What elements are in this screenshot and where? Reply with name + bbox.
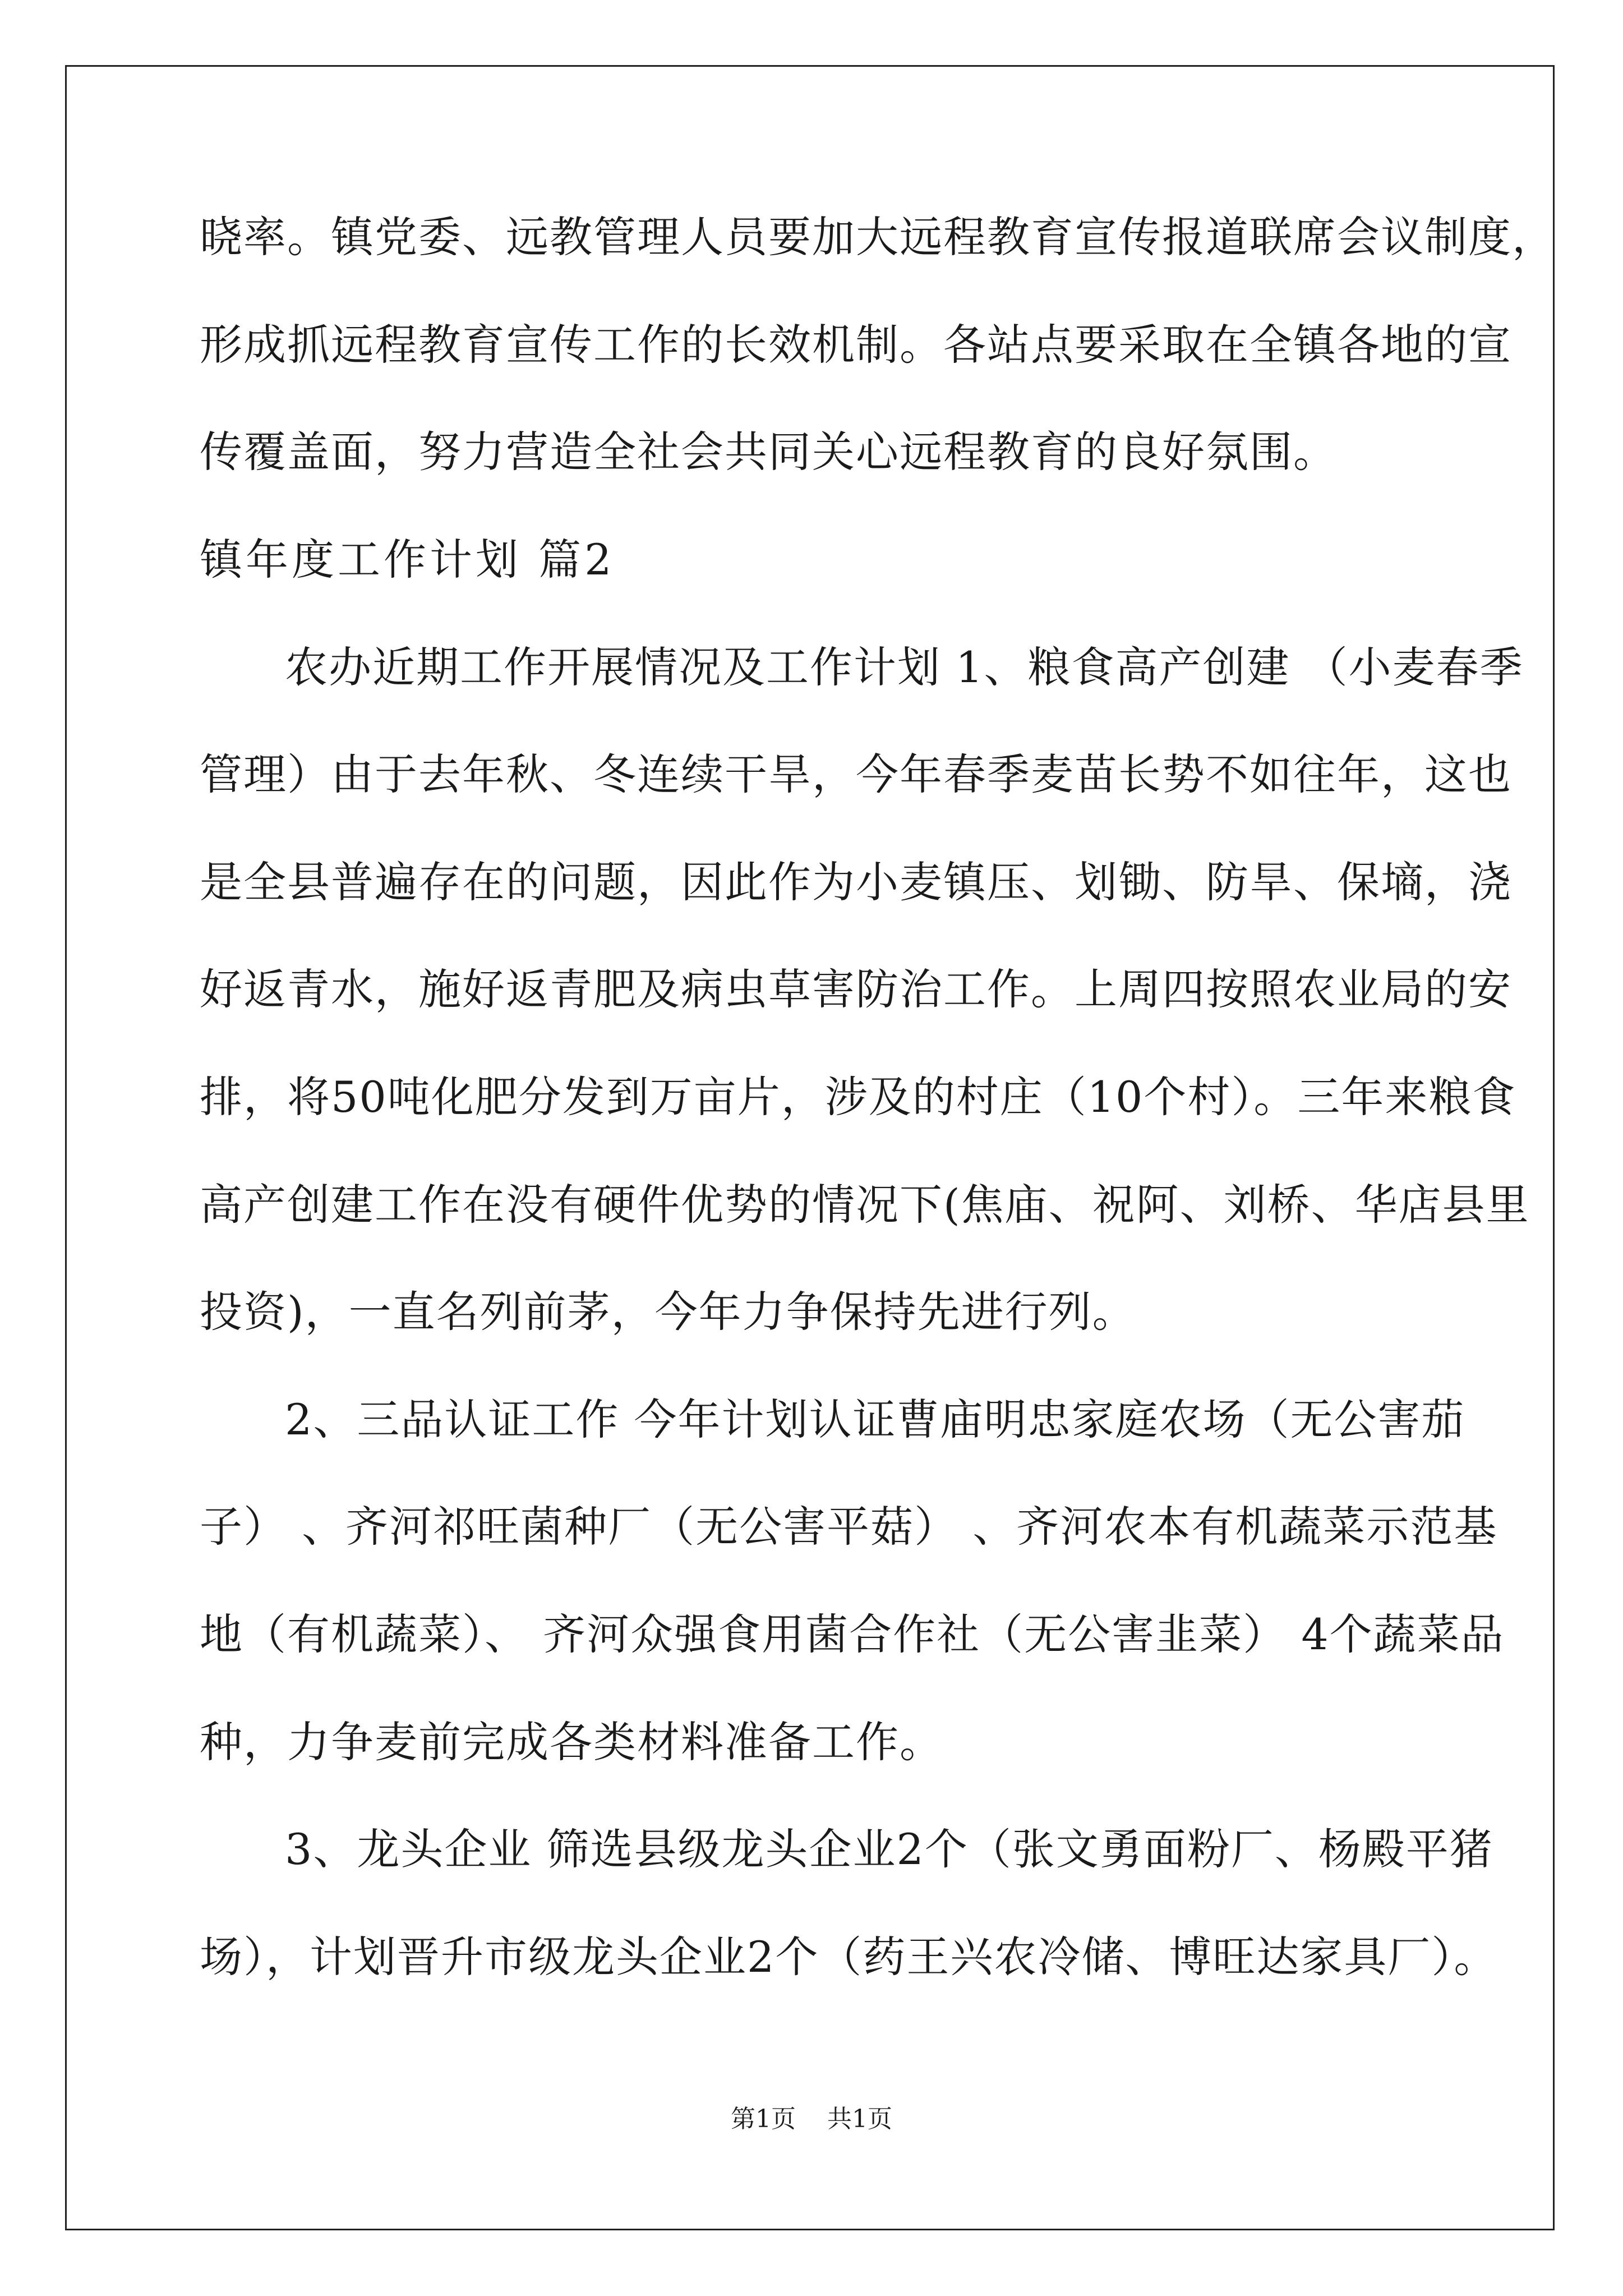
paragraph-line: 子） 、齐河祁旺菌种厂（无公害平菇） 、齐河农本有机蔬菜示范基 — [200, 1502, 1498, 1552]
paragraph-line: 场），计划晋升市级龙头企业2个（药王兴农冷储、博旺达家具厂）。 — [200, 1932, 1498, 1982]
paragraph-line: 是全县普遍存在的问题，因此作为小麦镇压、划锄、防旱、保墒，浇 — [200, 857, 1512, 907]
paragraph-line: 传覆盖面，努力营造全社会共同关心远程教育的良好氛围。 — [200, 427, 1337, 477]
paragraph-line: 好返青水，施好返青肥及病虫草害防治工作。上周四按照农业局的安 — [200, 964, 1512, 1014]
paragraph-line: 投资)，一直名列前茅，今年力争保持先进行列。 — [200, 1287, 1136, 1337]
paragraph-line: 农办近期工作开展情况及工作计划 1、粮食高产创建 （小麦春季 — [285, 642, 1524, 692]
paragraph-line: 管理）由于去年秋、冬连续干旱，今年春季麦苗长势不如往年，这也 — [200, 749, 1512, 799]
page-number: 第1页 — [731, 2105, 796, 2133]
paragraph-line: 3、龙头企业 筛选县级龙头企业2个（张文勇面粉厂、杨殿平猪 — [285, 1824, 1493, 1874]
page-border — [65, 65, 1555, 2230]
paragraph-line: 种，力争麦前完成各类材料准备工作。 — [200, 1717, 943, 1767]
page-footer — [0, 2102, 1623, 2136]
paragraph-line: 高产创建工作在没有硬件优势的情况下(焦庙、祝阿、刘桥、华店县里 — [200, 1180, 1530, 1230]
section-heading: 镇年度工作计划 篇2 — [200, 535, 615, 585]
paragraph-line: 形成抓远程教育宣传工作的长效机制。各站点要采取在全镇各地的宣 — [200, 320, 1512, 370]
paragraph-line: 晓率。镇党委、远教管理人员要加大远程教育宣传报道联席会议制度， — [200, 212, 1556, 262]
paragraph-line: 排，将50吨化肥分发到万亩片，涉及的村庄（10个村）。三年来粮食 — [200, 1072, 1516, 1122]
paragraph-line: 地（有机蔬菜）、 齐河众强食用菌合作社（无公害韭菜） 4个蔬菜品 — [200, 1609, 1505, 1659]
page-total: 共1页 — [827, 2105, 892, 2133]
paragraph-line: 2、三品认证工作 今年计划认证曹庙明忠家庭农场（无公害茄 — [285, 1395, 1465, 1444]
